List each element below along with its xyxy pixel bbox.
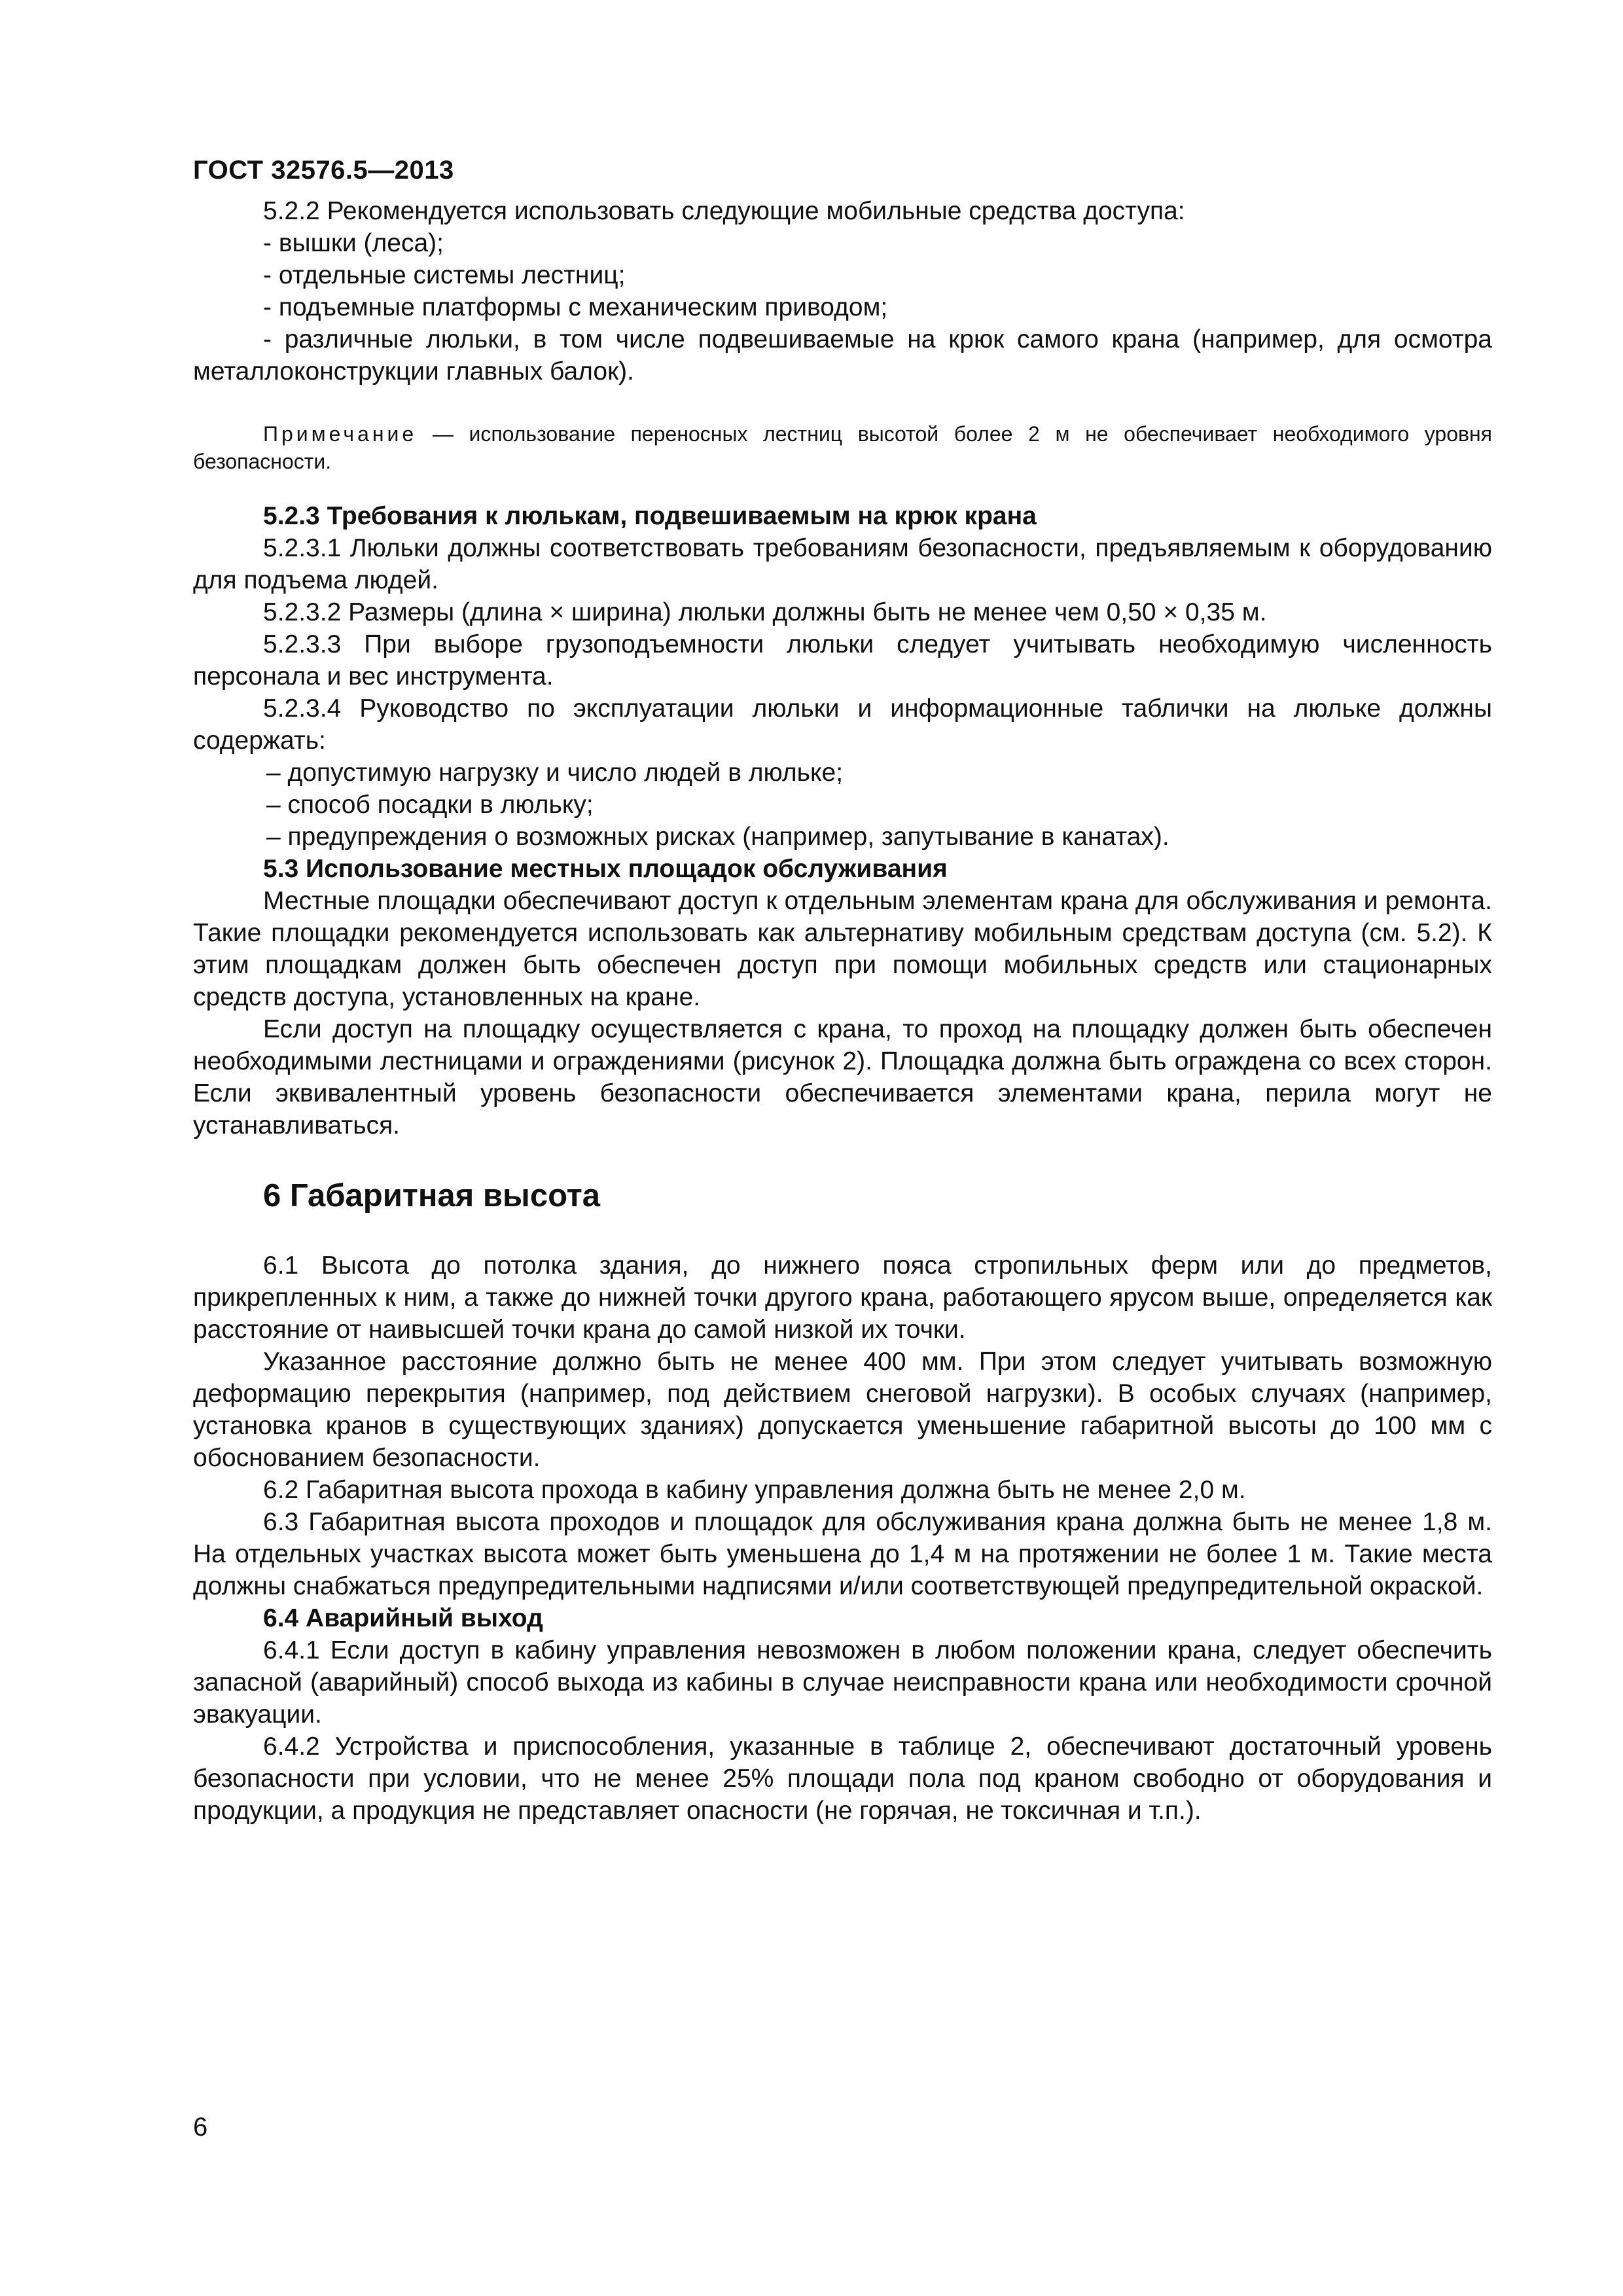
heading-5-2-3: 5.2.3 Требования к люлькам, подвешиваемым на крюк крана	[263, 502, 1037, 530]
paragraph-6-2: 6.2 Габаритная высота прохода в кабину управления должна быть не менее 2,0 м.	[263, 1476, 1246, 1504]
list-item: - подъемные платформы с механическим приводом;	[263, 293, 888, 321]
paragraph-5-2-3-4: 5.2.3.4 Руководство по эксплуатации люльки и информационные таблички на люльке должны содержать:	[193, 694, 1492, 755]
note-text: — использование переносных лестниц высотой более 2 м не обеспечивает необходимого уровня безопасности.	[193, 422, 1492, 473]
list-item: - вышки (леса);	[263, 229, 444, 257]
paragraph-6-3: 6.3 Габаритная высота проходов и площадок для обслуживания крана должна быть не менее 1,8 м. На отдельных участках высота может быть уменьшена до 1,4 м на протяжении не более 1 м. Такие места должны снабжаться предупредительными надписями и/или соответствующей предупредительной окраской.	[193, 1508, 1492, 1600]
paragraph-5-2-3-1: 5.2.3.1 Люльки должны соответствовать требованиям безопасности, предъявляемым к оборудованию для подъема людей.	[193, 534, 1492, 594]
list-item: - различные люльки, в том числе подвешиваемые на крюк самого крана (например, для осмотра металлоконструкции главных балок).	[193, 325, 1492, 386]
note-label: Примечание	[263, 422, 418, 446]
document-header: ГОСТ 32576.5—2013	[193, 156, 454, 185]
heading-6-4: 6.4 Аварийный выход	[263, 1604, 543, 1632]
list-item: – допустимую нагрузку и число людей в люльке;	[266, 759, 844, 787]
page-number: 6	[193, 2113, 208, 2142]
document-body	[193, 195, 1492, 1827]
paragraph-5-2-3-2: 5.2.3.2 Размеры (длина × ширина) люльки должны быть не менее чем 0,50 × 0,35 м.	[263, 598, 1267, 626]
section-title-6: 6 Габаритная высота	[263, 1178, 601, 1213]
paragraph-5-2-2-intro: 5.2.2 Рекомендуется использовать следующие мобильные средства доступа:	[263, 197, 1185, 225]
paragraph-5-2-3-3: 5.2.3.3 При выборе грузоподъемности люльки следует учитывать необходимую численность персонала и вес инструмента.	[193, 630, 1492, 691]
list-item: – предупреждения о возможных рисках (например, запутывание в канатах).	[266, 823, 1169, 851]
heading-5-3: 5.3 Использование местных площадок обслуживания	[263, 855, 948, 883]
paragraph-6-1: 6.1 Высота до потолка здания, до нижнего пояса стропильных ферм или до предметов, прикрепленных к ним, а также до нижней точки другого крана, работающего ярусом выше, определяется как расстояние от наивысшей точки крана до самой низкой их точки.	[193, 1251, 1492, 1344]
paragraph-6-1-b: Указанное расстояние должно быть не менее 400 мм. При этом следует учитывать возможную деформацию перекрытия (например, под действием снеговой нагрузки). В особых случаях (например, установка кранов в существующих зданиях) допускается уменьшение габаритной высоты до 100 мм с обоснованием безопасности.	[193, 1348, 1492, 1472]
paragraph-6-4-2: 6.4.2 Устройства и приспособления, указанные в таблице 2, обеспечивают достаточный уровень безопасности при условии, что не менее 25% площади пола под краном свободно от оборудования и продукции, а продукция не представляет опасности (не горячая, не токсичная и т.п.).	[193, 1732, 1492, 1825]
note	[193, 420, 1492, 475]
paragraph-5-3-b: Если доступ на площадку осуществляется с крана, то проход на площадку должен быть обеспечен необходимыми лестницами и ограждениями (рисунок 2). Площадка должна быть ограждена со всех сторон. Если эквивалентный уровень безопасности обеспечивается элементами крана, перила могут не устанавливаться.	[193, 1015, 1492, 1139]
paragraph-6-4-1: 6.4.1 Если доступ в кабину управления невозможен в любом положении крана, следует обеспечить запасной (аварийный) способ выхода из кабины в случае неисправности крана или необходимости срочной эвакуации.	[193, 1636, 1492, 1729]
paragraph-5-3-a: Местные площадки обеспечивают доступ к отдельным элементам крана для обслуживания и ремонта. Такие площадки рекомендуется использовать как альтернативу мобильным средствам доступа (см. 5.2). К этим площадкам должен быть обеспечен доступ при помощи мобильных средств или стационарных средств доступа, установленных на кране.	[193, 887, 1492, 1011]
list-item: - отдельные системы лестниц;	[263, 261, 626, 289]
list-item: – способ посадки в люльку;	[266, 791, 594, 819]
